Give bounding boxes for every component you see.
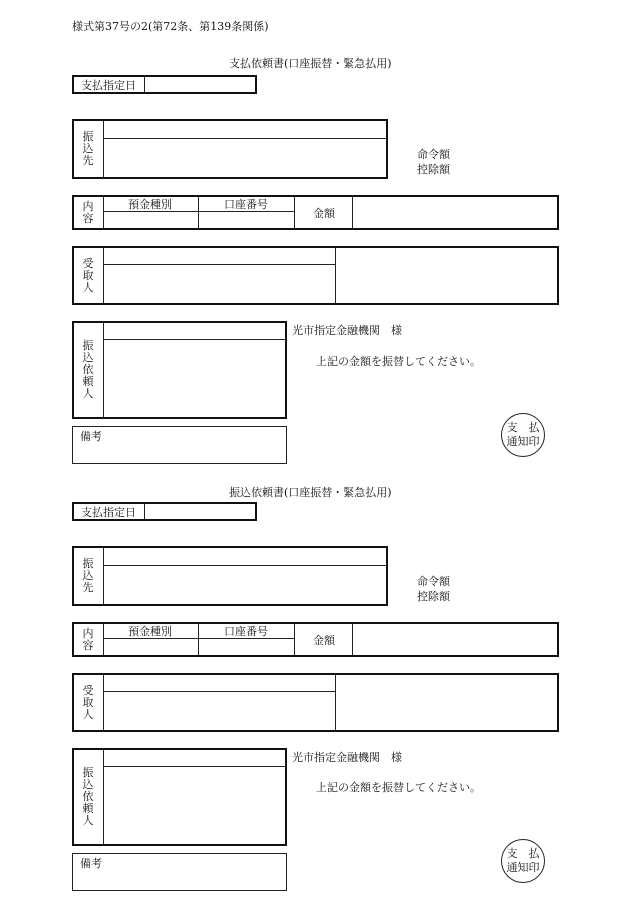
transfer-to-box [72, 119, 388, 179]
deduction-amount-label: 控除額 [417, 163, 450, 176]
deposit-type-field[interactable] [105, 213, 197, 227]
remarks-label: 備考 [80, 430, 102, 443]
transfer-to-bank-field[interactable] [105, 548, 385, 564]
payment-date-field[interactable] [146, 504, 255, 519]
seal-bottom-text: 通知印 [506, 861, 540, 874]
content-box [72, 195, 559, 230]
payment-date-label: 支払指定日 [81, 79, 136, 92]
bank-text: 光市指定金融機関 様 [292, 751, 402, 764]
requester-name-field[interactable] [105, 341, 284, 416]
remarks-box[interactable] [72, 853, 287, 891]
instruction-text: 上記の金額を振替してください。 [316, 355, 481, 368]
seal-top-text: 支 払 [506, 421, 540, 434]
content-label: 内 容 [82, 627, 94, 652]
bank-text: 光市指定金融機関 様 [292, 324, 402, 337]
transfer-to-account-field[interactable] [105, 567, 385, 603]
transfer-to-bank-field[interactable] [105, 121, 385, 137]
remarks-box[interactable] [72, 426, 287, 464]
deposit-type-label: 預金種別 [128, 625, 172, 638]
remarks-label: 備考 [80, 857, 102, 870]
requester-box [72, 748, 287, 846]
payment-date-box [72, 502, 257, 521]
amount-label: 金額 [313, 634, 335, 647]
instruction-text: 上記の金額を振替してください。 [316, 781, 481, 794]
form-number: 様式第37号の2(第72条、第139条関係) [72, 20, 269, 33]
notification-seal [501, 413, 545, 457]
recipient-kana-field[interactable] [105, 248, 334, 263]
account-number-label: 口座番号 [224, 198, 268, 211]
payment-date-box [72, 75, 257, 94]
transfer-to-box [72, 546, 388, 606]
form-title: 振込依頼書(口座振替・緊急払用) [229, 486, 392, 499]
notification-seal [501, 839, 545, 883]
account-number-label: 口座番号 [224, 625, 268, 638]
requester-name-field[interactable] [105, 768, 284, 843]
recipient-address-field[interactable] [337, 675, 557, 730]
transfer-to-account-field[interactable] [105, 140, 385, 176]
content-label: 内 容 [82, 200, 94, 225]
recipient-label: 受 取 人 [82, 684, 94, 721]
seal-top-text: 支 払 [506, 847, 540, 860]
recipient-box [72, 246, 559, 305]
transfer-to-label: 振 込 先 [82, 130, 94, 167]
transfer-to-label: 振 込 先 [82, 557, 94, 594]
amount-field[interactable] [354, 197, 557, 228]
deduction-amount-label: 控除額 [417, 590, 450, 603]
amount-label: 金額 [313, 207, 335, 220]
payment-date-label: 支払指定日 [81, 506, 136, 519]
deposit-type-field[interactable] [105, 640, 197, 654]
content-box [72, 622, 559, 657]
form-title: 支払依頼書(口座振替・緊急払用) [229, 57, 392, 70]
order-amount-label: 命令額 [417, 148, 450, 161]
requester-label: 振 込 依 頼 人 [82, 339, 94, 400]
requester-kana-field[interactable] [105, 323, 284, 338]
recipient-label: 受 取 人 [82, 257, 94, 294]
recipient-address-field[interactable] [337, 248, 557, 303]
seal-bottom-text: 通知印 [506, 435, 540, 448]
account-number-field[interactable] [200, 640, 293, 654]
requester-kana-field[interactable] [105, 750, 284, 765]
requester-label: 振 込 依 頼 人 [82, 766, 94, 827]
payment-date-field[interactable] [146, 77, 255, 92]
recipient-name-field[interactable] [105, 266, 334, 302]
deposit-type-label: 預金種別 [128, 198, 172, 211]
requester-box [72, 321, 287, 419]
recipient-name-field[interactable] [105, 693, 334, 729]
order-amount-label: 命令額 [417, 575, 450, 588]
account-number-field[interactable] [200, 213, 293, 227]
recipient-box [72, 673, 559, 732]
recipient-kana-field[interactable] [105, 675, 334, 690]
amount-field[interactable] [354, 624, 557, 655]
